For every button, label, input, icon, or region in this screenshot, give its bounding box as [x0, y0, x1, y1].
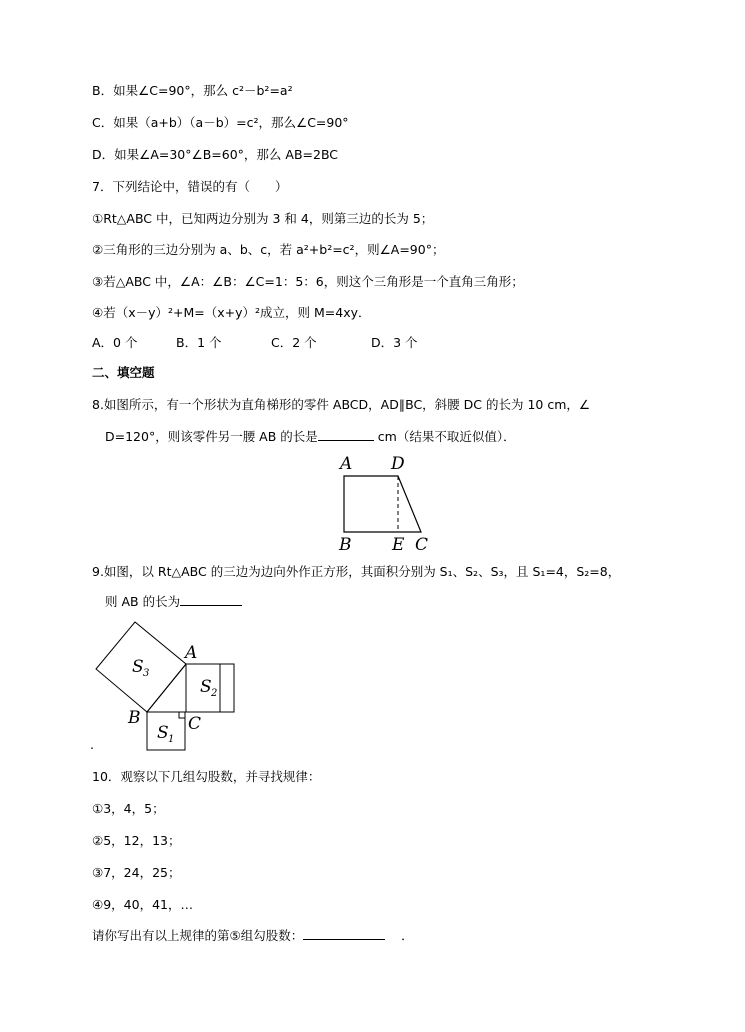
q10-ask	[92, 927, 414, 945]
q7-statement-2: ②三角形的三边分别为 a、b、c，若 a²+b²=c²，则∠A=90°；	[92, 242, 445, 257]
q6-option-c: C．如果（a+b）（a－b）=c²，那么∠C=90°	[92, 115, 349, 130]
q9-line-1: 9.如图，以 Rt△ABC 的三边为边向外作正方形，其面积分别为 S₁、S₂、S₃，且 S₁=4，S₂=8，	[92, 564, 621, 579]
q7-option-a: A．0 个	[92, 335, 138, 350]
q9-squares-figure	[90, 620, 250, 756]
q10-row-4: ④9，40，41，…	[92, 897, 193, 912]
label-s3-sub: 3	[143, 668, 150, 679]
q9-line-2	[105, 593, 242, 611]
q7-options	[92, 334, 418, 352]
label-e: E	[392, 535, 405, 555]
q8-answer-blank[interactable]	[318, 428, 374, 441]
q10-ask-text: 请你写出有以上规律的第⑤组勾股数：	[92, 928, 304, 943]
q10-row-2: ②5，12，13；	[92, 833, 181, 848]
q9-trailing-dot: .	[90, 737, 94, 752]
q10-row-1: ①3，4，5；	[92, 801, 165, 816]
label-d: D	[391, 454, 405, 474]
label-s1: S	[157, 723, 169, 743]
label-s2-sub: 2	[211, 688, 218, 699]
label-a: A	[185, 643, 198, 663]
q8-line-1: 8.如图所示，有一个形状为直角梯形的零件 ABCD，AD∥BC，斜腰 DC 的长为 10 cm，∠	[92, 397, 591, 412]
q7-option-b: B．1 个	[176, 335, 222, 350]
label-s1-sub: 1	[168, 734, 175, 745]
q7-statement-3: ③若△ABC 中，∠A：∠B：∠C=1：5：6，则这个三角形是一个直角三角形；	[92, 274, 524, 289]
q8-trapezoid-figure	[330, 450, 440, 558]
section-title: 二、填空题	[92, 365, 155, 380]
q7-option-d: D．3 个	[371, 335, 418, 350]
q10-stem: 10．观察以下几组勾股数，并寻找规律：	[92, 769, 321, 784]
q7-statement-1: ①Rt△ABC 中，已知两边分别为 3 和 4，则第三边的长为 5；	[92, 211, 434, 226]
label-s3: S	[132, 657, 144, 677]
q10-answer-blank[interactable]	[303, 927, 385, 940]
q8-line-2-end: cm（结果不取近似值）．	[377, 429, 516, 444]
label-s2: S	[200, 677, 212, 697]
label-a: A	[340, 454, 353, 474]
q7-option-c: C．2 个	[271, 335, 317, 350]
q10-end: ．	[401, 928, 414, 943]
q6-option-d: D．如果∠A=30°∠B=60°，那么 AB=2BC	[92, 147, 339, 162]
trapezoid-shape	[344, 476, 421, 532]
q10-row-3: ③7，24，25；	[92, 865, 181, 880]
label-c: C	[415, 535, 429, 555]
label-b: B	[339, 535, 352, 555]
q8-line-2-text: D=120°，则该零件另一腰 AB 的长是	[105, 429, 318, 444]
q7-stem: 7．下列结论中，错误的有（ ）	[92, 179, 288, 194]
q7-statement-4: ④若（x－y）²+M=（x+y）²成立，则 M=4xy．	[92, 305, 371, 320]
q6-option-b: B．如果∠C=90°，那么 c²－b²=a²	[92, 83, 293, 98]
label-b: B	[128, 708, 141, 728]
q8-line-2	[105, 428, 516, 446]
right-angle-mark	[179, 712, 185, 718]
q9-line-2-text: 则 AB 的长为	[105, 594, 181, 609]
q9-answer-blank[interactable]	[180, 593, 242, 606]
label-c: C	[188, 714, 202, 734]
